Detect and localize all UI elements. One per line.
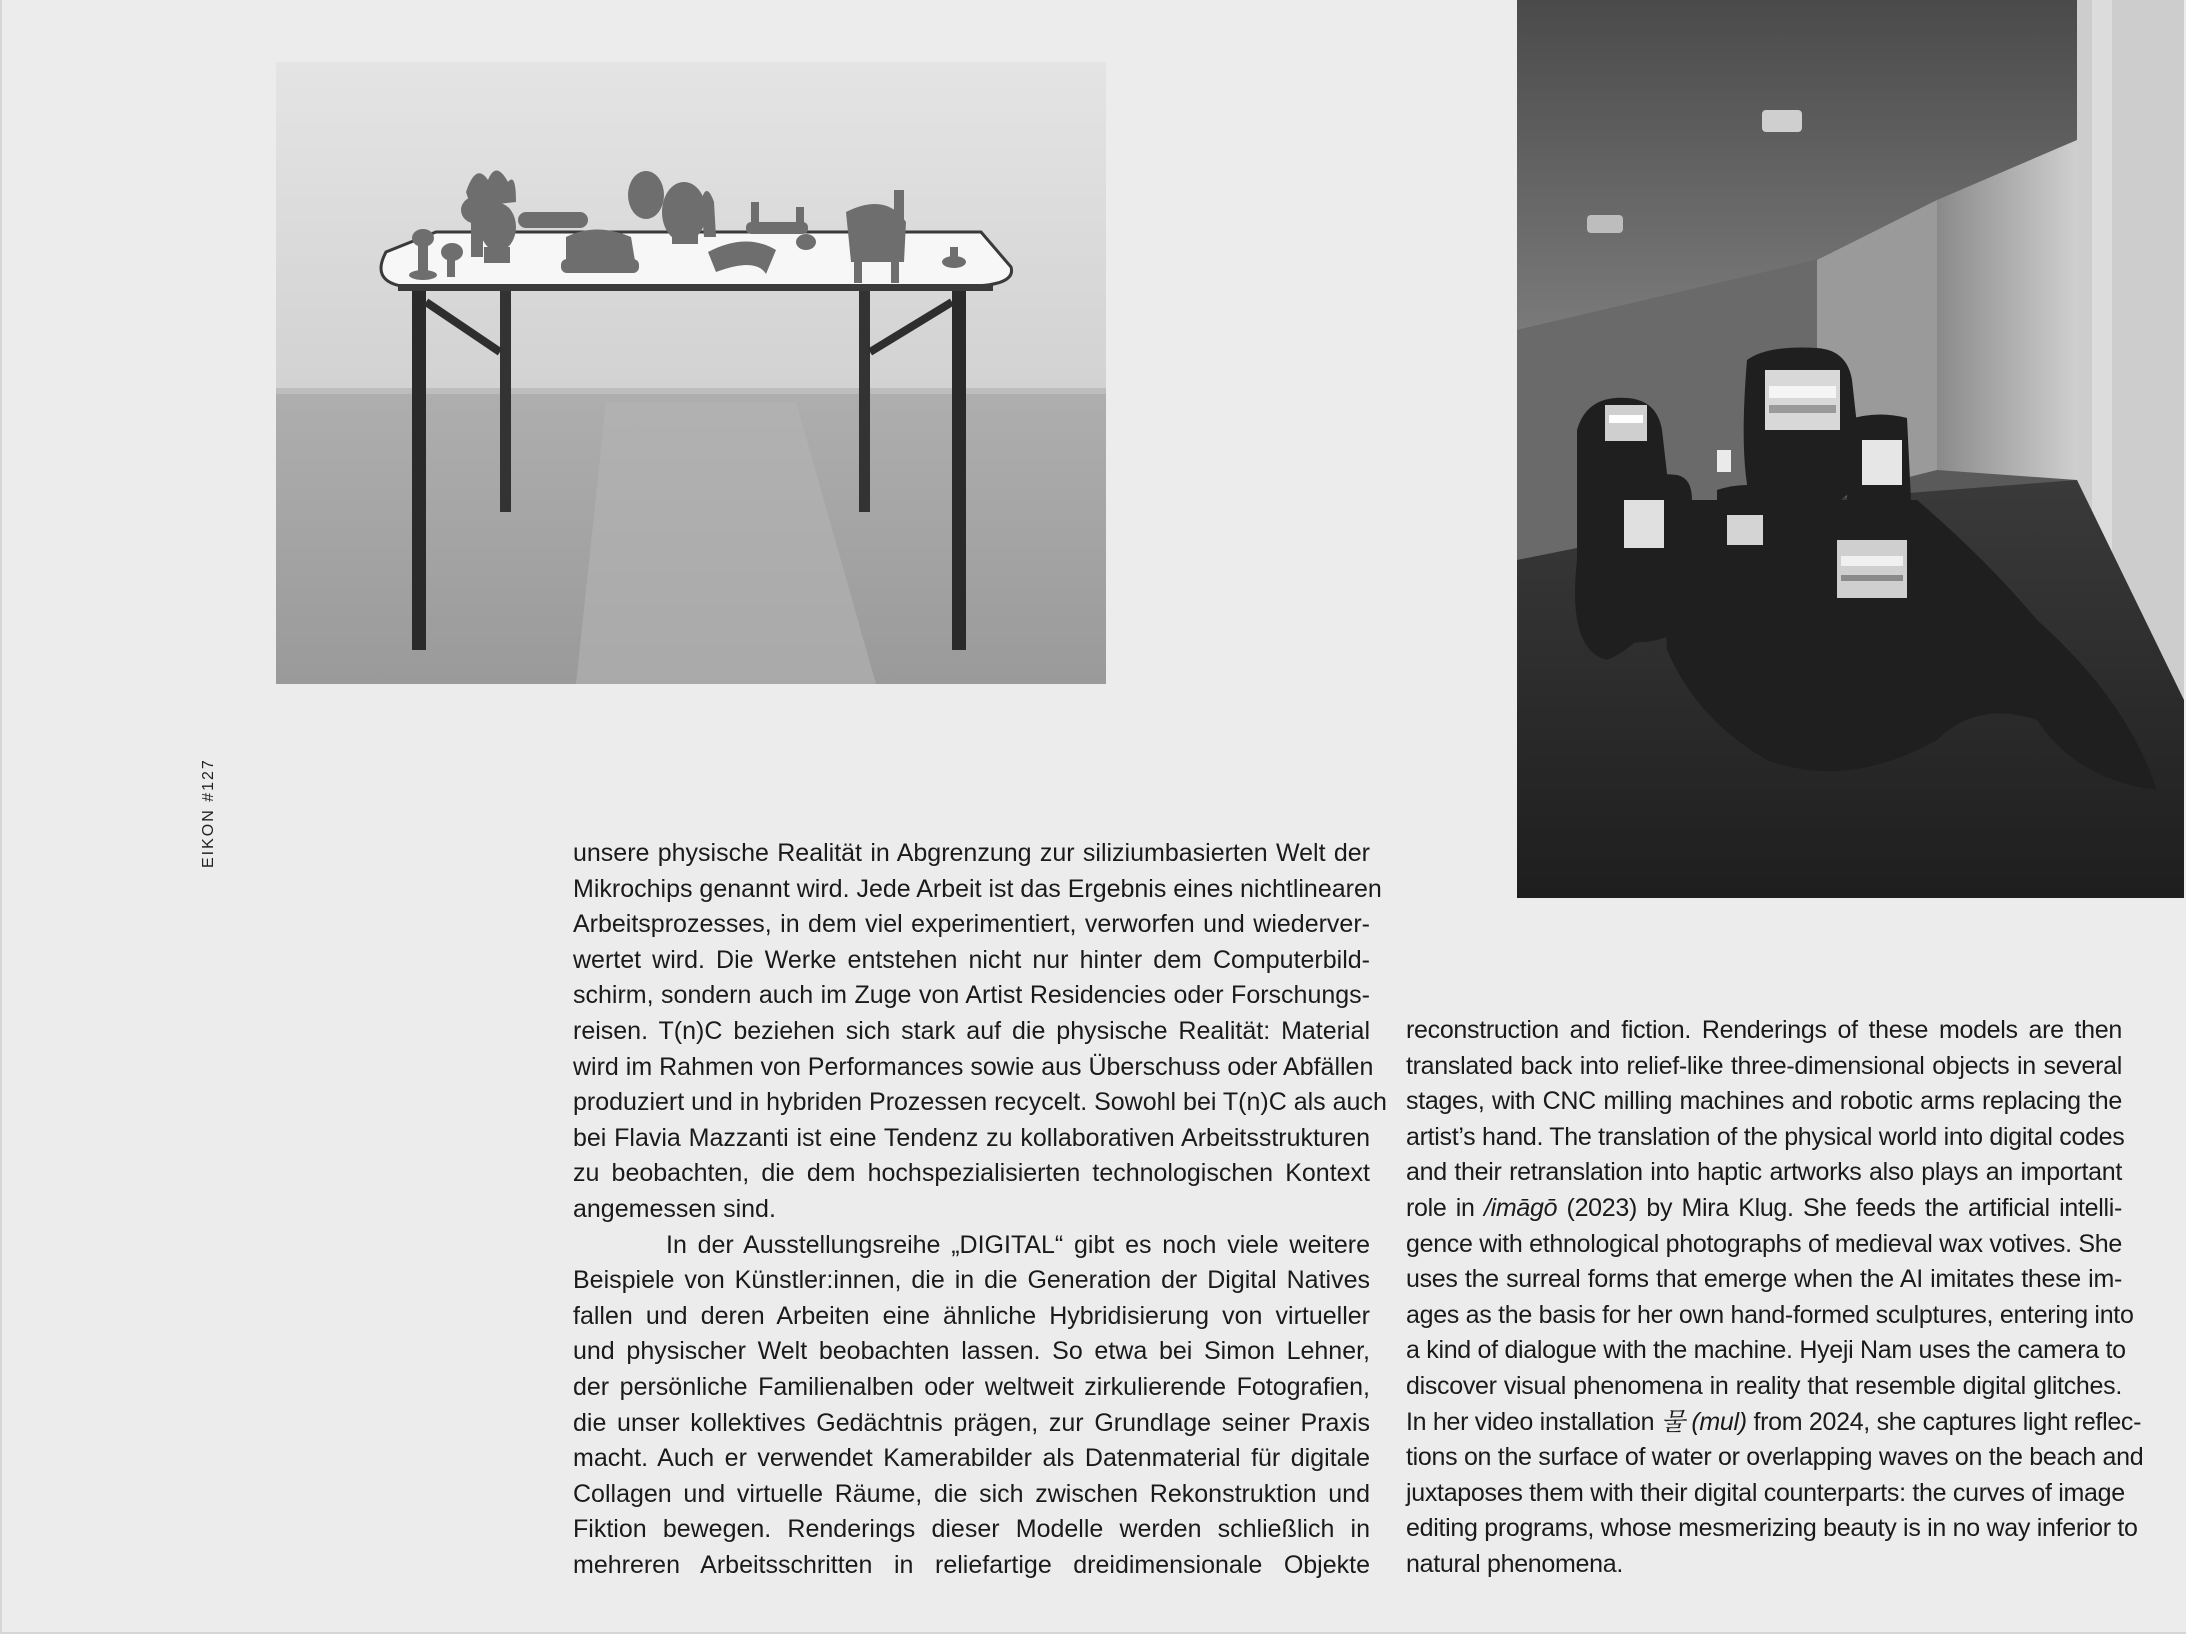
text-line: Fiktion bewegen. Renderings dieser Modelle werden schließlich in <box>573 1515 1370 1544</box>
text-line: bei Flavia Mazzanti ist eine Tendenz zu kollaborativen Arbeitsstrukturen <box>573 1123 1370 1152</box>
text-line: wertet wird. Die Werke entstehen nicht nur hinter dem Computerbild- <box>573 945 1370 974</box>
text-line: Mikrochips genannt wird. Jede Arbeit ist das Ergebnis eines nichtlinearen <box>573 874 1382 903</box>
text-line: tions on the surface of water or overlapping waves on the beach and <box>1406 1443 2144 1472</box>
artwork-title-mul: 물 (mul) <box>1660 1407 1747 1436</box>
text-line: zu beobachten, die dem hochspezialisierten technologischen Kontext <box>573 1159 1370 1188</box>
text-line: uses the surreal forms that emerge when the AI imitates these im- <box>1406 1265 2122 1294</box>
english-text-column <box>1406 1013 2144 1583</box>
draped-monitors-installation-photo <box>1517 0 2184 898</box>
text-line: fallen und deren Arbeiten eine ähnliche Hybridisierung von virtueller <box>573 1301 1370 1330</box>
artwork-title-imago: /imāgō <box>1483 1193 1558 1222</box>
table-with-sculptures-photo <box>276 62 1106 684</box>
text-fragment: In her video installation <box>1406 1407 1661 1436</box>
text-line: mehreren Arbeitsschritten in reliefartige dreidimensionale Objekte <box>573 1550 1370 1579</box>
text-line: stages, with CNC milling machines and robotic arms replacing the <box>1406 1087 2122 1116</box>
text-fragment: from 2024, she captures light reflec- <box>1746 1407 2142 1436</box>
text-line: juxtaposes them with their digital counterparts: the curves of image <box>1406 1478 2125 1507</box>
text-line: reisen. T(n)C beziehen sich stark auf die physische Realität: Material <box>573 1016 1370 1045</box>
text-line: In der Ausstellungsreihe „DIGITAL“ gibt es noch viele weitere <box>666 1230 1370 1259</box>
text-line-with-title <box>1406 1405 2142 1441</box>
text-line: macht. Auch er verwendet Kamerabilder als Datenmaterial für digitale <box>573 1444 1370 1473</box>
text-fragment: role in <box>1406 1193 1484 1222</box>
text-line: a kind of dialogue with the machine. Hyeji Nam uses the camera to <box>1406 1336 2126 1365</box>
text-line: Collagen und virtuelle Räume, die sich zwischen Rekonstruktion und <box>573 1479 1370 1508</box>
text-line: natural phenomena. <box>1406 1549 1623 1578</box>
text-line: produziert und in hybriden Prozessen recycelt. Sowohl bei T(n)C als auch <box>573 1088 1387 1117</box>
text-fragment: (2023) by Mira Klug. She feeds the artificial intelli- <box>1557 1193 2122 1222</box>
text-line: die unser kollektives Gedächtnis prägen, zur Grundlage seiner Praxis <box>573 1408 1370 1437</box>
german-text-column <box>573 836 1387 1583</box>
text-line: translated back into relief-like three-dimensional objects in several <box>1406 1051 2122 1080</box>
text-line: discover visual phenomena in reality that resemble digital glitches. <box>1406 1371 2122 1400</box>
text-line: unsere physische Realität in Abgrenzung zur siliziumbasierten Welt der <box>573 839 1370 867</box>
text-line: wird im Rahmen von Performances sowie aus Überschuss oder Abfällen <box>573 1052 1374 1081</box>
text-line: and their retranslation into haptic artworks also plays an important <box>1406 1158 2122 1187</box>
text-line: artist’s hand. The translation of the physical world into digital codes <box>1406 1122 2125 1151</box>
text-line-with-title <box>1406 1191 2122 1227</box>
text-line: reconstruction and fiction. Renderings of these models are then <box>1406 1016 2122 1044</box>
running-head: EIKON #127 <box>200 758 217 868</box>
text-line: editing programs, whose mesmerizing beauty is in no way inferior to <box>1406 1514 2138 1543</box>
text-line: angemessen sind. <box>573 1194 776 1223</box>
text-line: Beispiele von Künstler:innen, die in die Generation der Digital Natives <box>573 1266 1370 1295</box>
text-line: gence with ethnological photographs of medieval wax votives. She <box>1406 1229 2122 1258</box>
text-line: der persönliche Familienalben oder weltweit zirkulierende Fotografien, <box>573 1372 1370 1401</box>
text-line: Arbeitsprozesses, in dem viel experimentiert, verworfen und wiederver- <box>573 910 1370 939</box>
text-line: schirm, sondern auch im Zuge von Artist Residencies oder Forschungs- <box>573 981 1370 1010</box>
text-line: und physischer Welt beobachten lassen. So etwa bei Simon Lehner, <box>573 1337 1370 1366</box>
text-line: ages as the basis for her own hand-formed sculptures, entering into <box>1406 1300 2134 1329</box>
